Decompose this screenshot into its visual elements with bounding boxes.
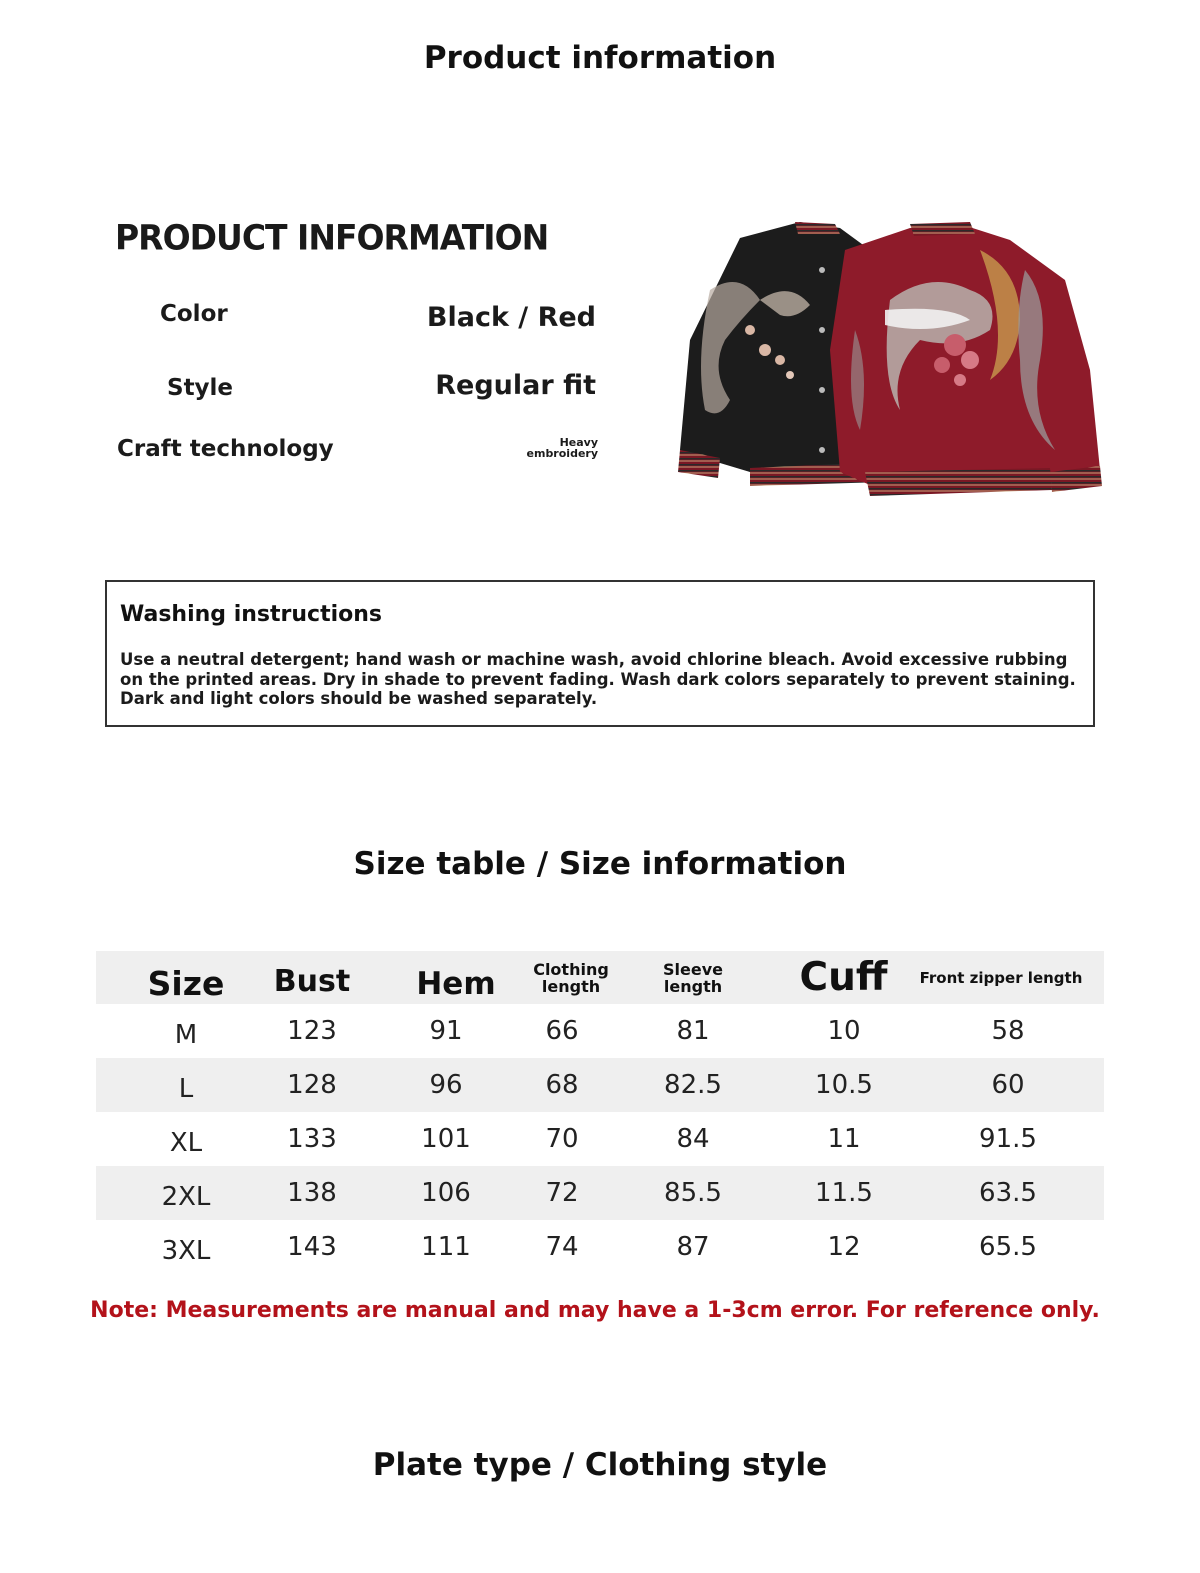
size-section-title: Size table / Size information xyxy=(353,846,847,882)
measurement-note: Note: Measurements are manual and may have a 1-3cm error. For reference only. xyxy=(90,1298,1100,1323)
product-info-heading: PRODUCT INFORMATION xyxy=(115,217,549,258)
cell-hem: 96 xyxy=(429,1070,463,1100)
style-value: Regular fit xyxy=(435,370,596,401)
header-size: Size xyxy=(147,964,225,1003)
size-table-row xyxy=(96,1166,1104,1220)
cell-front-zipper-length: 60 xyxy=(991,1070,1025,1100)
cell-hem: 106 xyxy=(421,1178,471,1208)
cell-sleeve-length: 82.5 xyxy=(664,1070,722,1100)
size-table-row xyxy=(96,1112,1104,1166)
cell-size: 3XL xyxy=(161,1236,211,1266)
color-label: Color xyxy=(160,301,228,327)
header-sleeve-length: Sleeve length xyxy=(663,959,723,996)
cell-sleeve-length: 81 xyxy=(676,1016,710,1046)
craft-label: Craft technology xyxy=(117,436,334,462)
cell-sleeve-length: 85.5 xyxy=(664,1178,722,1208)
size-table xyxy=(96,951,1104,1274)
cell-bust: 123 xyxy=(287,1016,337,1046)
cell-cuff: 11 xyxy=(827,1124,861,1154)
craft-value: Heavy embroidery xyxy=(526,436,598,460)
plate-type-section-title: Plate type / Clothing style xyxy=(372,1447,828,1483)
cell-hem: 111 xyxy=(421,1232,471,1262)
cell-size: L xyxy=(178,1074,194,1104)
washing-instructions-title: Washing instructions xyxy=(120,602,382,627)
cell-cuff: 11.5 xyxy=(815,1178,873,1208)
cell-size: M xyxy=(174,1020,198,1050)
cell-front-zipper-length: 65.5 xyxy=(979,1232,1037,1262)
cell-clothing-length: 74 xyxy=(545,1232,579,1262)
cell-clothing-length: 72 xyxy=(545,1178,579,1208)
cell-bust: 143 xyxy=(287,1232,337,1262)
size-table-row xyxy=(96,1220,1104,1274)
cell-cuff: 12 xyxy=(827,1232,861,1262)
cell-clothing-length: 70 xyxy=(545,1124,579,1154)
size-table-header-row xyxy=(96,951,1104,1004)
jacket-product-image xyxy=(670,210,1110,520)
washing-instructions-box xyxy=(105,580,1095,727)
style-label: Style xyxy=(167,375,234,401)
cell-clothing-length: 68 xyxy=(545,1070,579,1100)
cell-cuff: 10 xyxy=(827,1016,861,1046)
cell-sleeve-length: 84 xyxy=(676,1124,710,1154)
header-cuff: Cuff xyxy=(799,955,888,1000)
cell-clothing-length: 66 xyxy=(545,1016,579,1046)
size-table-row xyxy=(96,1058,1104,1112)
cell-bust: 138 xyxy=(287,1178,337,1208)
cell-front-zipper-length: 63.5 xyxy=(979,1178,1037,1208)
header-hem: Hem xyxy=(416,965,496,1002)
cell-front-zipper-length: 91.5 xyxy=(979,1124,1037,1154)
cell-front-zipper-length: 58 xyxy=(991,1016,1025,1046)
size-table-row xyxy=(96,1004,1104,1058)
cell-cuff: 10.5 xyxy=(815,1070,873,1100)
cell-hem: 91 xyxy=(429,1016,463,1046)
cell-bust: 133 xyxy=(287,1124,337,1154)
cell-sleeve-length: 87 xyxy=(676,1232,710,1262)
header-bust: Bust xyxy=(273,964,351,999)
cell-size: 2XL xyxy=(161,1182,211,1212)
header-clothing-length: Clothing length xyxy=(533,959,609,996)
product-info-section-title: Product information xyxy=(423,40,777,76)
cell-size: XL xyxy=(169,1128,203,1158)
washing-instructions-text: Use a neutral detergent; hand wash or machine wash, avoid chlorine bleach. Avoid excessive rubbing on the printed areas. Dry in shade to prevent fading. Wash dark colors separately to prevent staining. Dark and light colors should be washed separately. xyxy=(120,650,1076,708)
color-value: Black / Red xyxy=(426,302,596,333)
header-front-zipper-length: Front zipper length xyxy=(919,968,1083,987)
red-jacket xyxy=(830,222,1102,496)
cell-bust: 128 xyxy=(287,1070,337,1100)
cell-hem: 101 xyxy=(421,1124,471,1154)
